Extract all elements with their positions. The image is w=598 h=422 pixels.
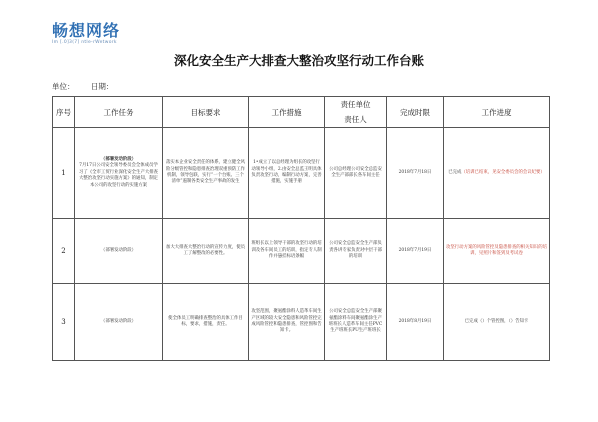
header-resp-person: 责任人 (344, 115, 367, 124)
header-measure: 工作措施 (249, 97, 325, 128)
cell-seq: 2 (53, 219, 75, 284)
cell-seq: 3 (53, 284, 75, 361)
cell-deadline: 2018年7月19日 (387, 219, 444, 284)
header-responsible (325, 97, 387, 128)
cell-task (75, 128, 163, 219)
page-title: 深化安全生产大排查大整治攻坚行动工作台账 (173, 53, 424, 68)
cell-seq: 1 (53, 128, 75, 219)
cell-progress: 攻坚行动方案的风险管控及隐患排查的相关知识的培训，见照片和签到及考试卷 (444, 219, 550, 284)
header-deadline: 完成时限 (387, 97, 444, 128)
header-resp-unit: 责任单位 (340, 100, 371, 109)
cell-measure: 班组长以上领导干部的攻坚行动的培训及各车间员工的培训，指定专人制作并悬挂标语条幅 (249, 219, 325, 284)
task-title: （部署发动阶段） (100, 156, 137, 162)
cell-responsible: 公司安全总监安全生产部负责各讲专家负责对中层干部的培训 (325, 219, 387, 284)
cell-progress (444, 128, 550, 219)
header-progress: 工作进度 (444, 97, 550, 128)
cell-task: （部署发动阶段） (75, 284, 163, 361)
unit-label: 单位： (52, 82, 75, 91)
task-body: 7月17日公司安全领导委员会全体成员学习了《全市工贸行业深化安全生产大排查大整治攻坚行动实施方案》的通知，制定本公司的攻坚行动的实施方案 (78, 163, 159, 188)
ledger-table (52, 96, 550, 361)
cell-progress: 已完成（）个管控图，（）告知卡 (444, 284, 550, 361)
cell-deadline: 2018年8月19日 (387, 284, 444, 361)
header-seq: 序号 (53, 97, 75, 128)
cell-measure: 攻坚范围，聚氨酯涂料人造革车间生产区域的较大安全隐患和风险管控完成风险管控和隐患排查，管控图和告知卡。 (249, 284, 325, 361)
cell-task: （部署发动阶段） (75, 219, 163, 284)
progress-prefix: 已完成 (448, 169, 462, 175)
progress-note: （培训已结束，见安全委员会的会议纪要） (461, 169, 545, 175)
cell-measure: 1•成立了以总经理为组长的攻坚行动领导小组，2.由安全总监王明具体负责攻坚行动，编制行动方案，完善措施，实施手册 (249, 128, 325, 219)
company-logo (52, 22, 120, 46)
header-row (53, 97, 550, 128)
cell-responsible: 公司安全总监安全生产部聚氨酯涂料车间聚氨酯涂生产班班长人造革车间主任PVC生产班班长PU生产班班长 (325, 284, 387, 361)
date-label: 日期： (90, 82, 114, 91)
table-row (53, 219, 550, 284)
logo-sub-text: Im [.0]3(7] ntle-rWetwork (52, 40, 117, 45)
logo-main-text: 畅想网络 (52, 21, 121, 40)
table-row (53, 284, 550, 361)
table-row (53, 128, 550, 219)
cell-deadline: 2018年7月18日 (387, 128, 444, 219)
header-task: 工作任务 (75, 97, 163, 128)
cell-responsible: 公司总经理公司安全总监安全生产部部长各车间主任 (325, 128, 387, 219)
meta-line (52, 81, 127, 92)
cell-goal: 加大大排查大整治行动的宣传力度，使员工了解整改的必要性。 (163, 219, 249, 284)
cell-goal: 落实本企业安全责任的体系，建立健全风险分级管控和隐患排查治理双重预防工作机制，领导包联，实行“一个台账、三个清单”遏制各类安全生产事故的发生 (163, 128, 249, 219)
cell-goal: 使全体员工明确排查整治的具体工作目标，要求，措施，责任。 (163, 284, 249, 361)
header-goal: 目标要求 (163, 97, 249, 128)
